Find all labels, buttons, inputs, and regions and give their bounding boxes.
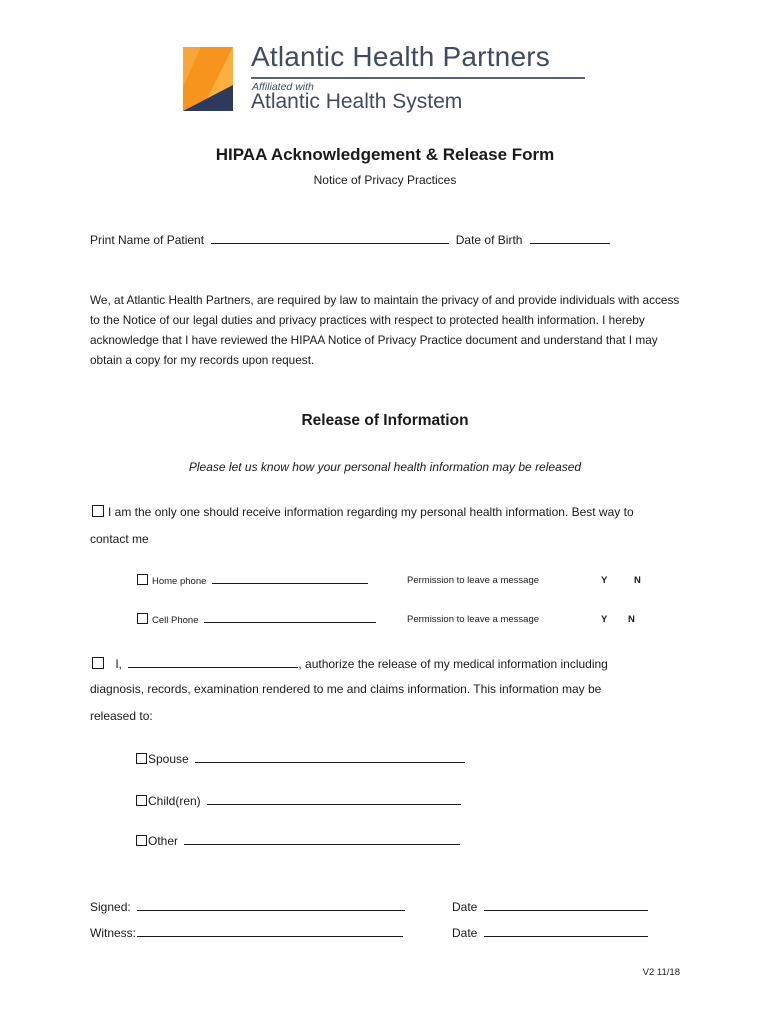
dob-field[interactable] xyxy=(530,231,610,244)
cell-phone-field[interactable] xyxy=(204,613,376,623)
logo-affiliated-text: Affiliated with xyxy=(252,81,314,93)
dob-label: Date of Birth xyxy=(455,233,523,247)
other-checkbox[interactable] xyxy=(136,835,147,846)
cell-permission-yes[interactable]: Y xyxy=(601,614,608,625)
authorize-prefix: I, xyxy=(115,657,123,671)
children-checkbox[interactable] xyxy=(136,795,147,806)
spouse-field[interactable] xyxy=(195,750,465,763)
logo-divider xyxy=(251,77,585,79)
signed-date-row xyxy=(452,898,648,914)
form-title: HIPAA Acknowledgement & Release Form xyxy=(215,145,555,164)
release-section-title: Release of Information xyxy=(301,412,469,429)
signed-date-field[interactable] xyxy=(484,898,648,911)
cell-phone-row xyxy=(137,613,376,626)
patient-name-label: Print Name of Patient xyxy=(90,233,205,247)
form-subtitle: Notice of Privacy Practices xyxy=(313,173,457,187)
authorize-checkbox[interactable] xyxy=(92,657,104,669)
spouse-checkbox[interactable] xyxy=(136,753,147,764)
patient-info-row xyxy=(90,231,610,247)
children-label: Child(ren) xyxy=(148,794,201,808)
children-field[interactable] xyxy=(207,792,461,805)
cell-permission-no[interactable]: N xyxy=(628,614,635,625)
recipient-spouse xyxy=(136,750,465,766)
authorize-name-field[interactable] xyxy=(128,655,298,668)
authorize-line2: diagnosis, records, examination rendered to me and claims information. This information may be xyxy=(90,682,602,696)
witness-date-label: Date xyxy=(452,926,478,940)
acknowledgement-paragraph: We, at Atlantic Health Partners, are required by law to maintain the privacy of and provide individuals with access to the Notice of our legal duties and privacy practices with respect to protected health information. I hereby acknowledge that I have reviewed the HIPAA Notice of Privacy Practice document and understand that I may obtain a copy for my records upon request. xyxy=(90,293,680,367)
signed-field[interactable] xyxy=(137,898,405,911)
other-field[interactable] xyxy=(184,832,460,845)
recipient-other xyxy=(136,832,460,848)
authorize-row xyxy=(92,655,608,671)
cell-phone-checkbox[interactable] xyxy=(137,613,148,624)
recipient-children xyxy=(136,792,461,808)
signed-row xyxy=(90,898,405,914)
logo-org-name: Atlantic Health Partners xyxy=(251,41,550,72)
witness-date-field[interactable] xyxy=(484,924,648,937)
release-section-subtitle: Please let us know how your personal health information may be released xyxy=(188,460,582,474)
home-phone-field[interactable] xyxy=(212,574,368,584)
authorize-line3: released to: xyxy=(90,709,153,723)
signed-label: Signed: xyxy=(90,900,131,914)
option-only-me xyxy=(92,505,634,519)
version-footer: V2 11/18 xyxy=(642,967,680,978)
witness-date-row xyxy=(452,924,648,940)
witness-field[interactable] xyxy=(137,924,403,937)
spouse-label: Spouse xyxy=(148,752,189,766)
only-me-text-line2: contact me xyxy=(90,532,149,546)
home-phone-checkbox[interactable] xyxy=(137,574,148,585)
home-phone-row xyxy=(137,574,368,587)
home-permission-yes[interactable]: Y xyxy=(601,575,608,586)
only-me-checkbox[interactable] xyxy=(92,505,104,517)
patient-name-field[interactable] xyxy=(211,231,449,244)
cell-permission-label: Permission to leave a message xyxy=(407,614,540,625)
home-phone-label: Home phone xyxy=(152,576,207,587)
cell-phone-label: Cell Phone xyxy=(152,615,199,626)
other-label: Other xyxy=(148,834,179,848)
authorize-suffix: , authorize the release of my medical information including xyxy=(298,657,608,671)
signed-date-label: Date xyxy=(452,900,478,914)
home-permission-no[interactable]: N xyxy=(634,575,641,586)
logo-mark-icon xyxy=(183,47,233,111)
logo-system-name: Atlantic Health System xyxy=(251,90,463,113)
home-permission-label: Permission to leave a message xyxy=(407,575,540,586)
only-me-text-line1: I am the only one should receive information regarding my personal health information. Best way to xyxy=(108,505,634,519)
witness-row xyxy=(90,924,403,940)
witness-label: Witness: xyxy=(90,926,137,940)
